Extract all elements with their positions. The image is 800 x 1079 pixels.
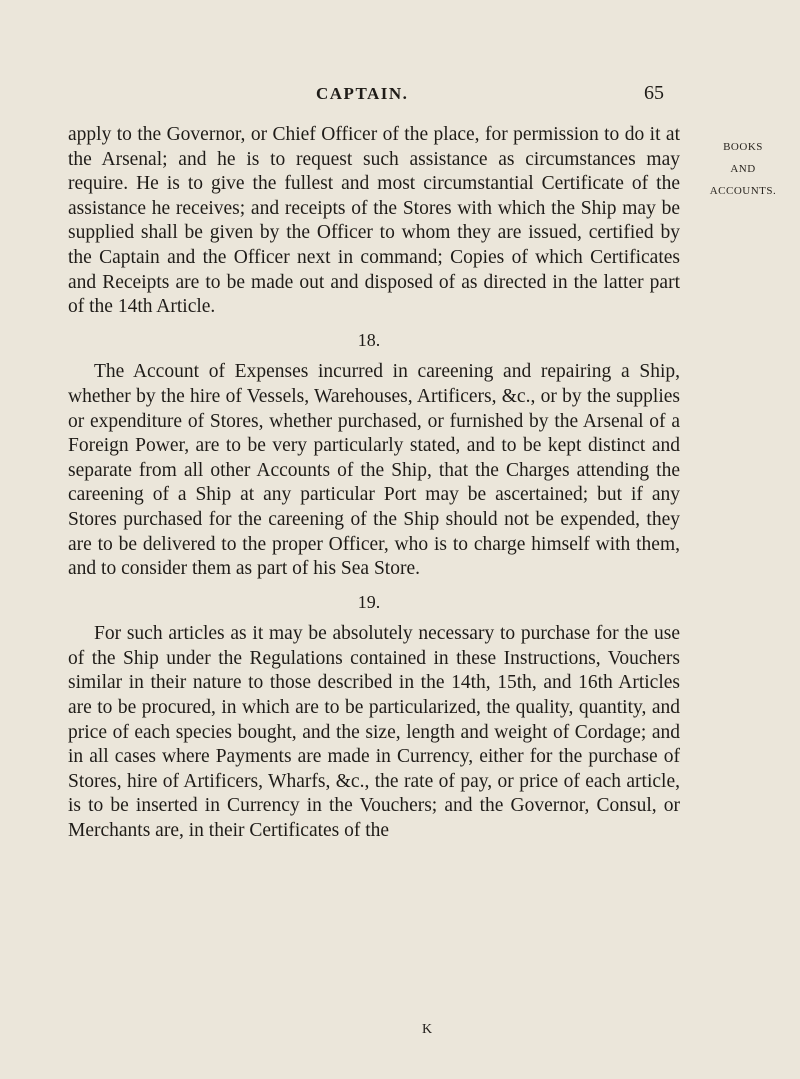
paragraph-article-18: The Account of Expenses incurred in careening and repairing a Ship, whether by the hire of Vessels, Warehouses, Artificers, &c., or by the supplies or expenditure of Stores, whether purchased, or furnished by the Arsenal of a Foreign Power, are to be very particularly stated, and to be kept distinct and separate from all other Accounts of the Ship, that the Charges attending the careening of a Ship at any particular Port may be ascertained; but if any Stores purchased for the careening of the Ship should not be expended, they are to be delivered to the proper Officer, who is to charge himself with them, and to consider them as part of his Sea Store. [68, 361, 680, 580]
margin-note-line: BOOKS [723, 141, 763, 153]
article-number-19: 19. [357, 591, 381, 612]
running-title: CAPTAIN. [316, 84, 409, 103]
margin-note [688, 136, 798, 202]
body-text [68, 123, 680, 844]
page-number: 65 [644, 82, 664, 104]
paragraph-article-19: For such articles as it may be absolutely necessary to purchase for the use of the Ship under the Regulations contained in these Instructions, Vouchers similar in their nature to those described in the 14th, 15th, and 16th Articles are to be procured, in which are to be particularized, the quality, quantity, and price of each species bought, and the size, length and weight of Cordage; and in all cases where Payments are made in Currency, either for the purchase of Stores, hire of Artificers, Wharfs, &c., the rate of pay, or price of each article, is to be inserted in Currency in the Vouchers; and the Governor, Consul, or Merchants are, in their Certificates of the [68, 623, 680, 842]
margin-note-line: AND [730, 163, 756, 175]
running-header [0, 84, 800, 114]
signature-mark: K [422, 1022, 433, 1037]
article-number-18: 18. [357, 329, 381, 350]
paragraph-continuation: apply to the Governor, or Chief Officer of the place, for permission to do it at the Arsenal; and he is to request such assistance as circumstances may require. He is to give the fullest and most circumstantial Certificate of the assistance he receives; and receipts of the Stores with which the Ship may be supplied shall be given by the Officer to whom they are issued, certified by the Captain and the Officer next in command; Copies of which Certificates and Receipts are to be made out and disposed of as directed in the latter part of the 14th Article. [68, 124, 680, 318]
margin-note-line: ACCOUNTS. [709, 185, 777, 197]
